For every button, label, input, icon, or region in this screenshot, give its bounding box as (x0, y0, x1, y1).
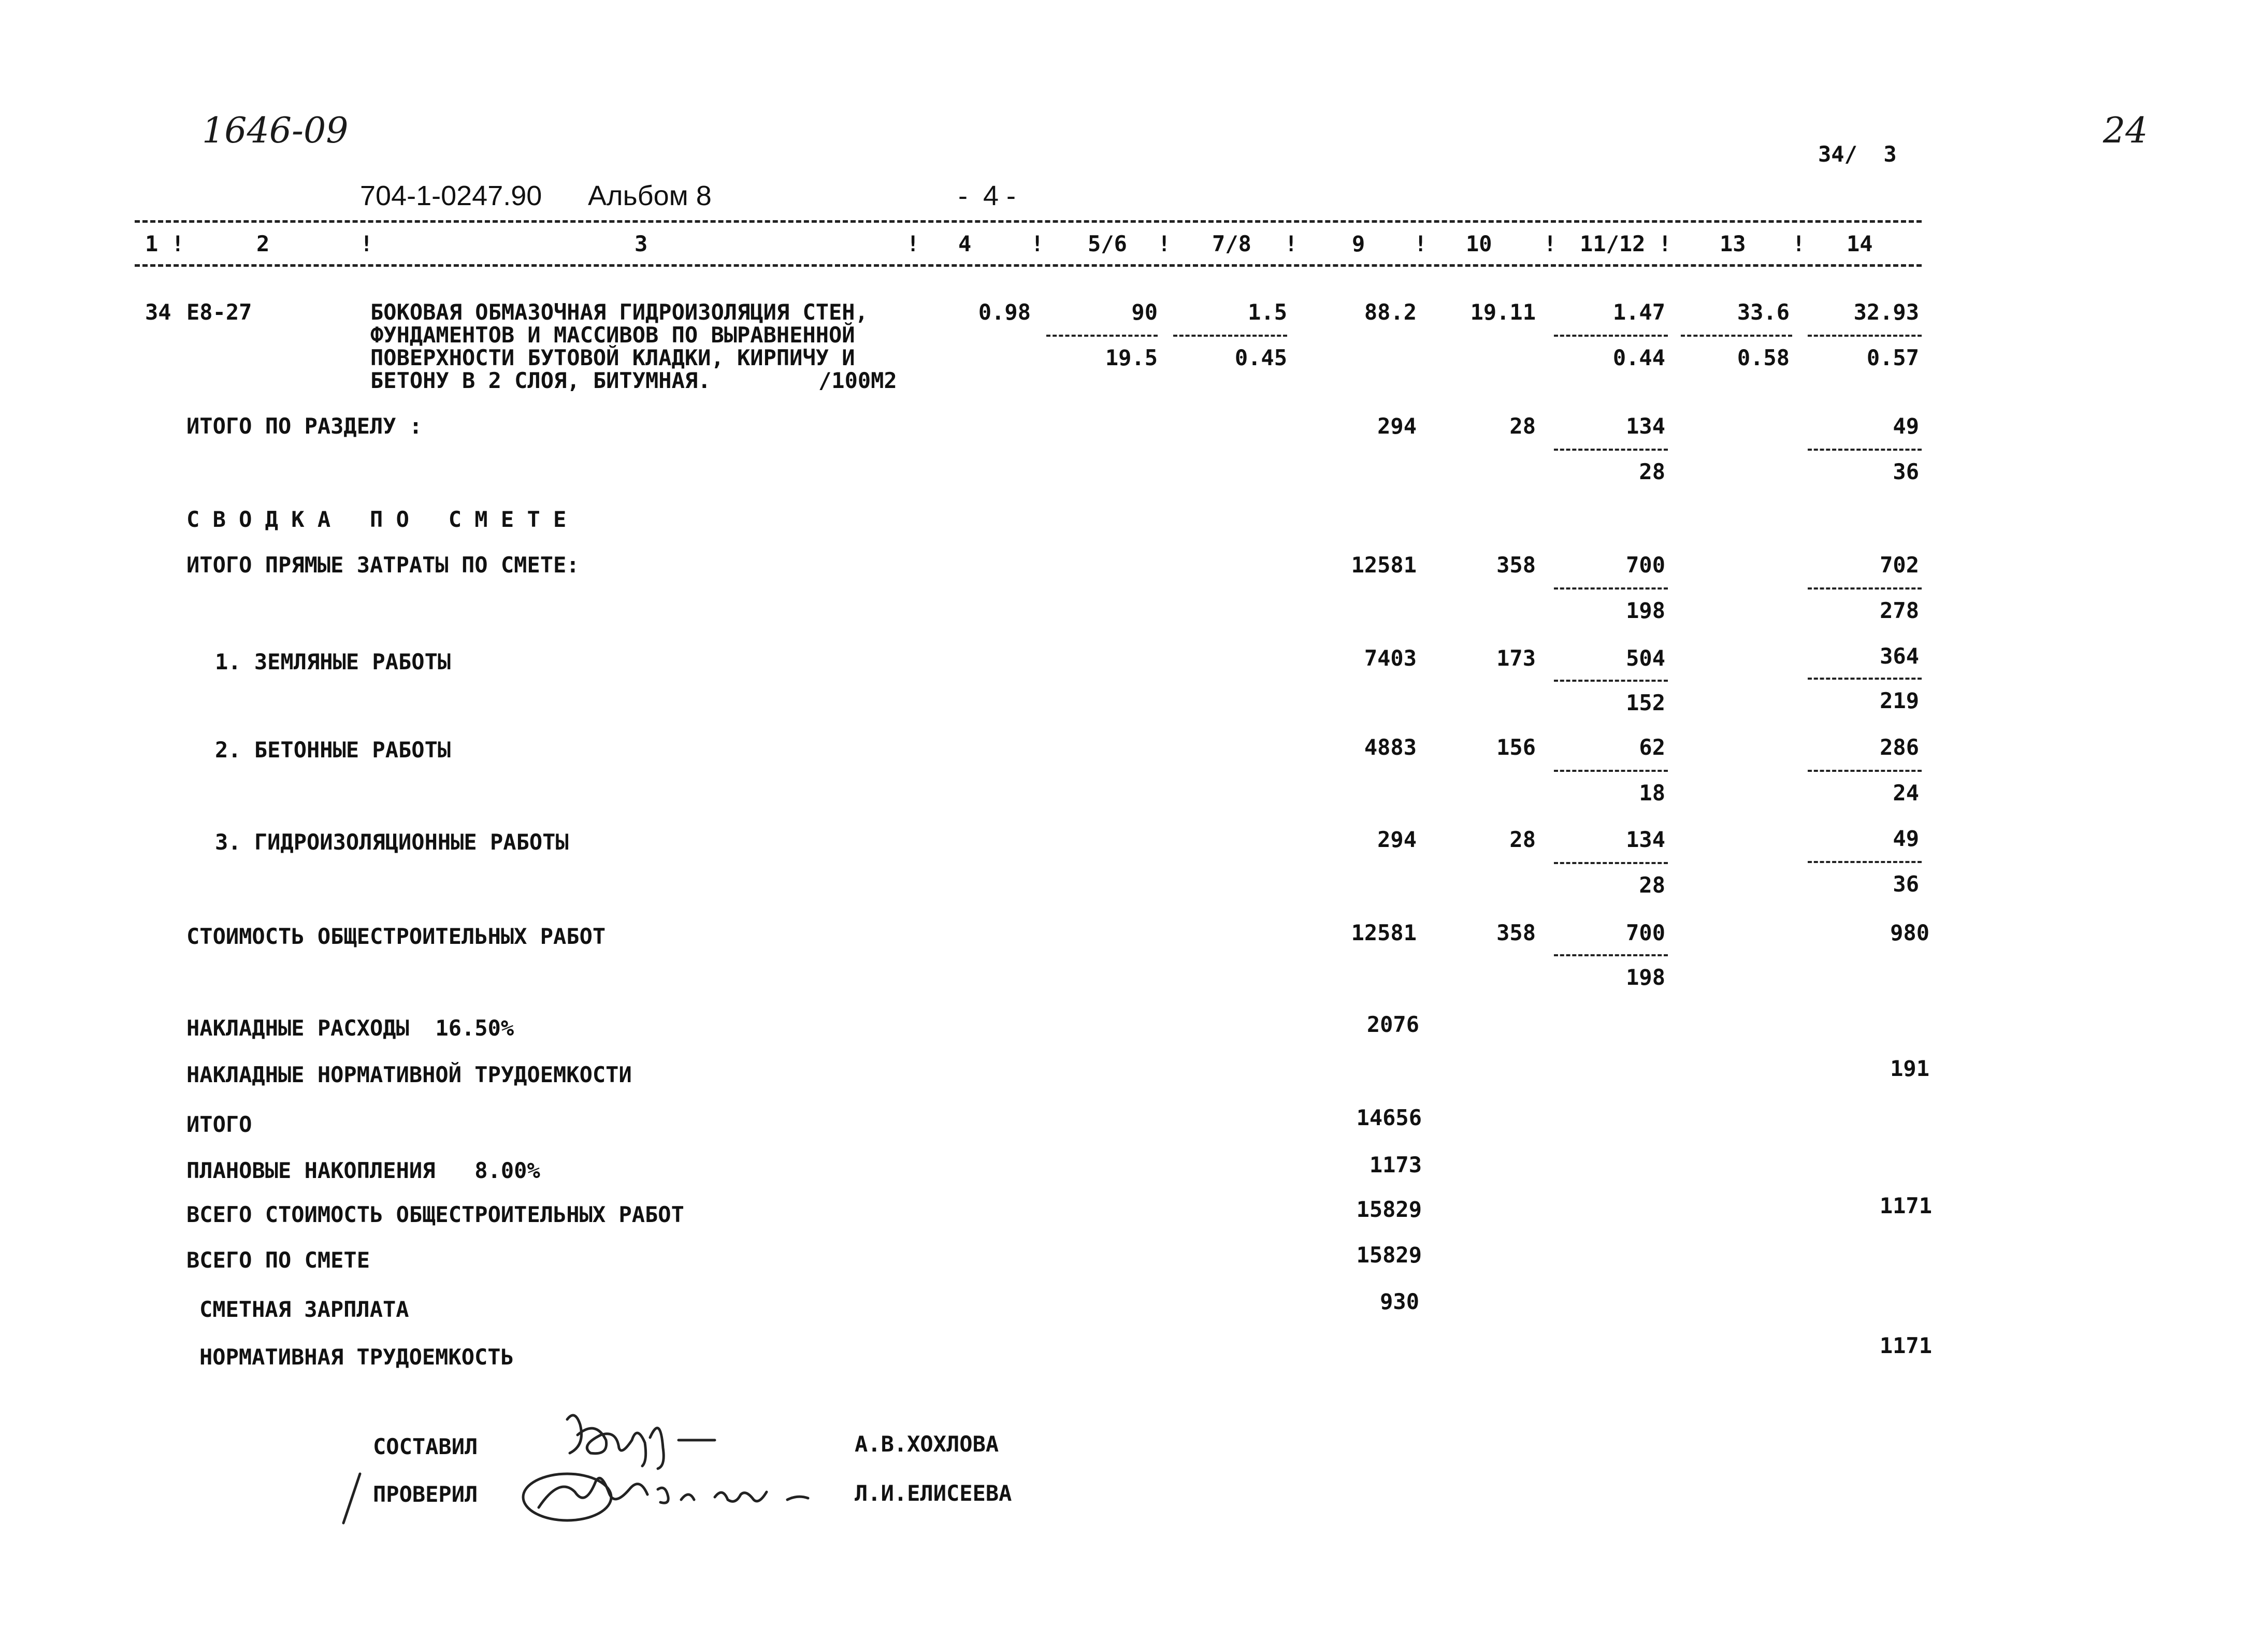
cell-c12: 28 (1639, 459, 1665, 484)
cell-c11: 134 (1626, 413, 1665, 439)
cell-c14: 1171 (1879, 1333, 1932, 1358)
fraction-line (1808, 861, 1922, 863)
handwritten-code: 1646-09 (202, 110, 349, 151)
cell-c9: 4883 (1364, 735, 1417, 760)
cell-c14: 49 (1893, 413, 1919, 439)
compiled-by-label: СОСТАВИЛ (373, 1434, 478, 1459)
item-description: БЕТОНУ В 2 СЛОЯ, БИТУМНАЯ. (370, 368, 711, 393)
cell-c14: 1171 (1879, 1193, 1932, 1218)
cell-c11: 700 (1626, 920, 1665, 945)
summary-title: С В О Д К А П О С М Е Т Е (186, 507, 567, 532)
cell-c10: 19.11 (1470, 299, 1536, 325)
cell-c14: 219 (1880, 688, 1919, 713)
col-separator: ! (360, 231, 373, 256)
col-header-5-6: 5/6 (1088, 231, 1127, 256)
cell-c12: 28 (1639, 872, 1665, 898)
fraction-line (1808, 335, 1922, 337)
fraction-line (1046, 335, 1158, 337)
earth-works-label: 1. ЗЕМЛЯНЫЕ РАБОТЫ (215, 649, 451, 674)
album-label: Альбом 8 (588, 180, 712, 211)
col-separator: ! (1414, 231, 1428, 256)
handwritten-signature (518, 1461, 829, 1528)
cell-c9: 2076 (1366, 1012, 1419, 1037)
col-separator: ! (1031, 231, 1044, 256)
fraction-line (1554, 680, 1668, 682)
cell-c14: 286 (1880, 735, 1919, 760)
concrete-works-label: 2. БЕТОННЫЕ РАБОТЫ (215, 737, 451, 763)
fraction-line (1554, 449, 1668, 451)
col-header-11-12: 11/12 ! (1580, 231, 1672, 256)
item-number: 34 (145, 299, 171, 325)
cell-c14: 36 (1893, 871, 1919, 897)
section-total-label: ИТОГО ПО РАЗДЕЛУ : (186, 413, 423, 439)
fraction-line (1554, 954, 1668, 956)
col-header-9: 9 (1352, 231, 1365, 256)
direct-costs-label: ИТОГО ПРЯМЫЕ ЗАТРАТЫ ПО СМЕТЕ: (186, 552, 580, 578)
col-separator: ! (1158, 231, 1171, 256)
col-header-13: 13 (1720, 231, 1746, 256)
cell-c11: 700 (1626, 552, 1665, 578)
cell-c10: 156 (1496, 735, 1536, 760)
checked-by-name: Л.И.ЕЛИСЕЕВА (855, 1481, 1012, 1506)
cell-c12: 0.44 (1612, 345, 1665, 370)
cell-c14: 49 (1893, 826, 1919, 851)
cell-c11: 62 (1639, 735, 1665, 760)
col-separator: ! (1285, 231, 1298, 256)
cell-c9: 1173 (1369, 1152, 1422, 1177)
overhead-labor-label: НАКЛАДНЫЕ НОРМАТИВНОЙ ТРУДОЕМКОСТИ (186, 1062, 632, 1087)
cell-c10: 358 (1496, 920, 1536, 945)
cell-c9: 294 (1377, 413, 1417, 439)
cell-c14: 24 (1893, 780, 1919, 806)
fraction-line (1554, 770, 1668, 772)
cell-c14: 36 (1893, 459, 1919, 484)
col-header-2: 2 (256, 231, 270, 256)
planned-savings-label: ПЛАНОВЫЕ НАКОПЛЕНИЯ 8.00% (186, 1158, 540, 1183)
item-description: БОКОВАЯ ОБМАЗОЧНАЯ ГИДРОИЗОЛЯЦИЯ СТЕН, (370, 299, 868, 325)
compiled-by-name: А.В.ХОХЛОВА (855, 1431, 999, 1457)
page-marker: - 4 - (958, 180, 1016, 211)
cell-c14: 364 (1880, 643, 1919, 669)
col-header-14: 14 (1847, 231, 1873, 256)
labor-label: НОРМАТИВНАЯ ТРУДОЕМКОСТЬ (199, 1344, 514, 1370)
fraction-line (1808, 587, 1922, 590)
cell-c7: 1.5 (1248, 299, 1287, 325)
fraction-line (1808, 449, 1922, 451)
cell-c13: 0.58 (1737, 345, 1790, 370)
cell-c12: 198 (1626, 965, 1665, 990)
document-id: 704-1-0247.90 (360, 180, 542, 211)
slash-mark (339, 1471, 365, 1528)
cell-c10: 28 (1509, 413, 1536, 439)
col-header-7-8: 7/8 (1212, 231, 1251, 256)
cell-c5: 90 (1131, 299, 1158, 325)
cell-c9: 930 (1380, 1289, 1419, 1314)
cell-c14: 702 (1880, 552, 1919, 578)
cell-c9: 12581 (1351, 552, 1417, 578)
total-estimate-label: ВСЕГО ПО СМЕТЕ (186, 1247, 370, 1273)
cell-c9: 88.2 (1364, 299, 1417, 325)
cell-c12: 18 (1639, 780, 1665, 806)
item-unit: /100М2 (818, 368, 897, 393)
fraction-line (1554, 862, 1668, 864)
cell-c10: 358 (1496, 552, 1536, 578)
cell-c9: 12581 (1351, 920, 1417, 945)
header-rule-top (135, 220, 1922, 223)
cell-c9: 14656 (1356, 1105, 1422, 1130)
hydro-works-label: 3. ГИДРОИЗОЛЯЦИОННЫЕ РАБОТЫ (215, 829, 569, 855)
header-rule-bottom (135, 264, 1922, 267)
fraction-line (1554, 335, 1668, 337)
cell-c14: 191 (1890, 1056, 1929, 1081)
col-header-1: 1 ! (145, 231, 184, 256)
cell-c11: 1.47 (1612, 299, 1665, 325)
page-number: 24 (2103, 110, 2148, 151)
fraction-line (1808, 678, 1922, 680)
cell-c13: 33.6 (1737, 299, 1790, 325)
cell-c14: 32.93 (1853, 299, 1919, 325)
cell-c6: 19.5 (1105, 345, 1158, 370)
col-separator: ! (906, 231, 920, 256)
total-general-label: ВСЕГО СТОИМОСТЬ ОБЩЕСТРОИТЕЛЬНЫХ РАБОТ (186, 1202, 684, 1227)
cell-c9: 15829 (1356, 1242, 1422, 1268)
general-cost-label: СТОИМОСТЬ ОБЩЕСТРОИТЕЛЬНЫХ РАБОТ (186, 924, 606, 949)
cell-c4: 0.98 (978, 299, 1031, 325)
overhead-label: НАКЛАДНЫЕ РАСХОДЫ 16.50% (186, 1015, 514, 1041)
cell-c14: 980 (1890, 920, 1929, 945)
col-header-3: 3 (635, 231, 648, 256)
salary-label: СМЕТНАЯ ЗАРПЛАТА (199, 1297, 409, 1322)
col-header-10: 10 (1466, 231, 1492, 256)
fraction-line (1681, 335, 1792, 337)
subtotal-label: ИТОГО (186, 1112, 252, 1137)
cell-c14: 278 (1880, 598, 1919, 623)
col-separator: ! (1792, 231, 1806, 256)
cell-c10: 173 (1496, 645, 1536, 671)
fraction-line (1173, 335, 1287, 337)
item-description: ПОВЕРХНОСТИ БУТОВОЙ КЛАДКИ, КИРПИЧУ И (370, 345, 855, 370)
fraction-line (1808, 770, 1922, 772)
cell-c10: 28 (1509, 827, 1536, 852)
col-separator: ! (1544, 231, 1557, 256)
cell-c11: 504 (1626, 645, 1665, 671)
cell-c9: 15829 (1356, 1197, 1422, 1222)
sheet-ref: 34/ 3 (1818, 141, 1897, 167)
item-code: E8-27 (186, 299, 252, 325)
checked-by-label: ПРОВЕРИЛ (373, 1482, 478, 1507)
col-header-4: 4 (958, 231, 972, 256)
cell-c9: 7403 (1364, 645, 1417, 671)
cell-c14: 0.57 (1866, 345, 1919, 370)
cell-c8: 0.45 (1234, 345, 1287, 370)
item-description: ФУНДАМЕНТОВ И МАССИВОВ ПО ВЫРАВНЕННОЙ (370, 322, 855, 348)
cell-c12: 198 (1626, 598, 1665, 623)
cell-c11: 134 (1626, 827, 1665, 852)
fraction-line (1554, 587, 1668, 590)
cell-c12: 152 (1626, 690, 1665, 715)
cell-c9: 294 (1377, 827, 1417, 852)
